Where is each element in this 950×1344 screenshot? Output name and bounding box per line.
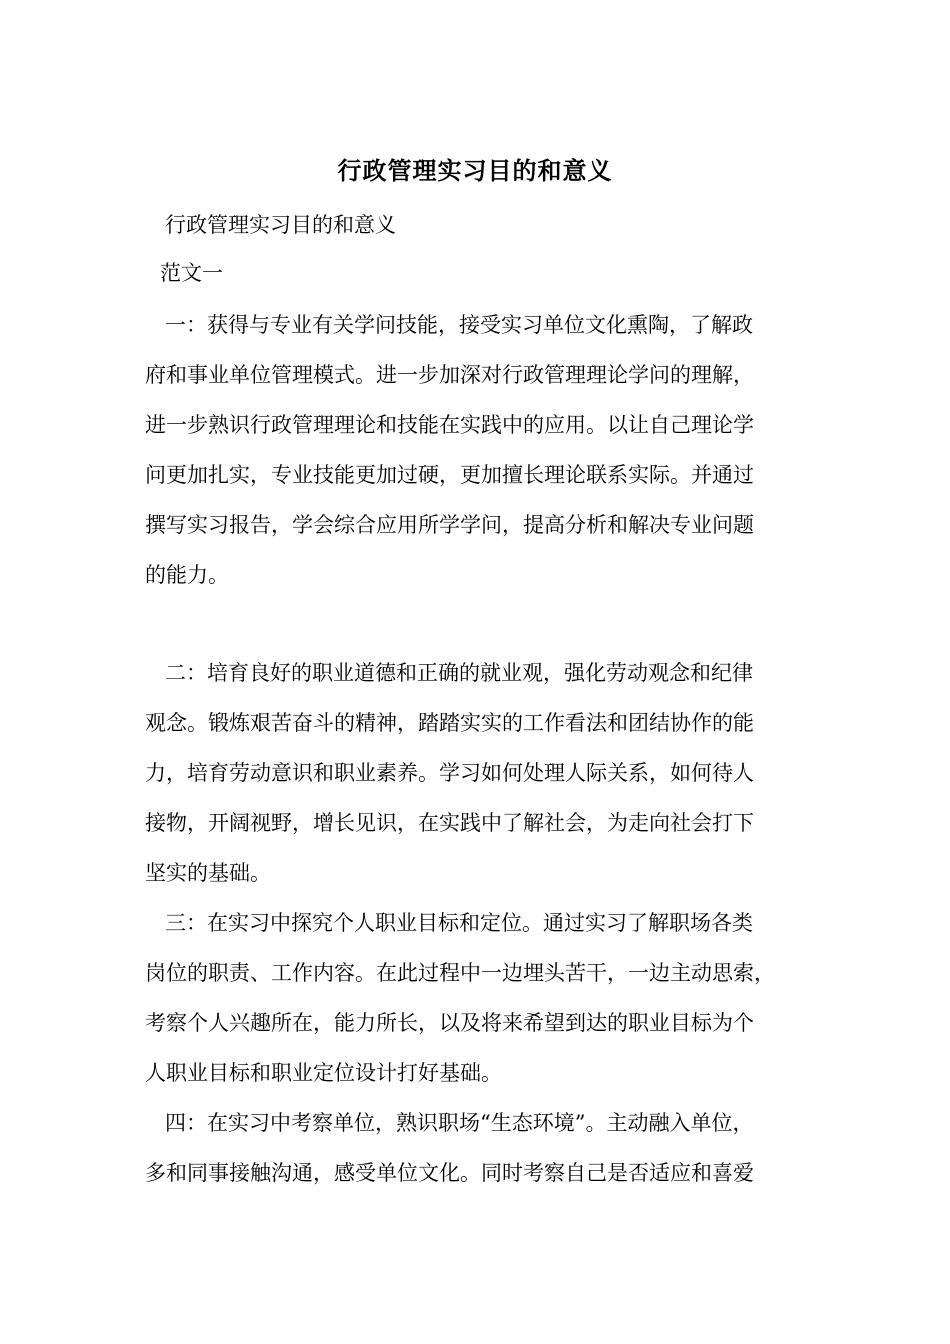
paragraph-line: 岗位的职责、工作内容。在此过程中一边埋头苦干，一边主动思索， <box>145 961 775 985</box>
paragraph-line: 接物，开阔视野，增长见识，在实践中了解社会，为走向社会打下 <box>145 811 754 835</box>
paragraph-line: 一：获得与专业有关学问技能，接受实习单位文化熏陶，了解政 <box>165 313 753 337</box>
paragraph-line: 观念。锻炼艰苦奋斗的精神，踏踏实实的工作看法和团结协作的能 <box>145 711 754 735</box>
paragraph-line: 进一步熟识行政管理理论和技能在实践中的应用。以让自己理论学 <box>145 413 754 437</box>
paragraph-line: 人职业目标和职业定位设计打好基础。 <box>145 1061 502 1085</box>
paragraph-line: 问更加扎实，专业技能更加过硬，更加擅长理论联系实际。并通过 <box>145 463 754 487</box>
paragraph-line: 考察个人兴趣所在，能力所长，以及将来希望到达的职业目标为个 <box>145 1011 754 1035</box>
paragraph-line: 撰写实习报告，学会综合应用所学学问，提高分析和解决专业问题 <box>145 513 754 537</box>
page-title: 行政管理实习目的和意义 <box>337 156 613 185</box>
paragraph-line: 力，培育劳动意识和职业素养。学习如何处理人际关系，如何待人 <box>145 761 754 785</box>
sample-label: 范文一 <box>160 261 223 285</box>
paragraph-line: 府和事业单位管理模式。进一步加深对行政管理理论学问的理解， <box>145 363 754 387</box>
paragraph-line: 二：培育良好的职业道德和正确的就业观，强化劳动观念和纪律 <box>165 661 753 685</box>
paragraph-line: 多和同事接触沟通，感受单位文化。同时考察自己是否适应和喜爱 <box>145 1161 754 1185</box>
paragraph-line: 三：在实习中探究个人职业目标和定位。通过实习了解职场各类 <box>165 911 753 935</box>
paragraph-line: 坚实的基础。 <box>145 861 271 885</box>
paragraph-line: 四：在实习中考察单位，熟识职场“生态环境”。主动融入单位， <box>165 1111 754 1135</box>
paragraph-line: 的能力。 <box>145 563 229 587</box>
subtitle: 行政管理实习目的和意义 <box>165 213 396 237</box>
